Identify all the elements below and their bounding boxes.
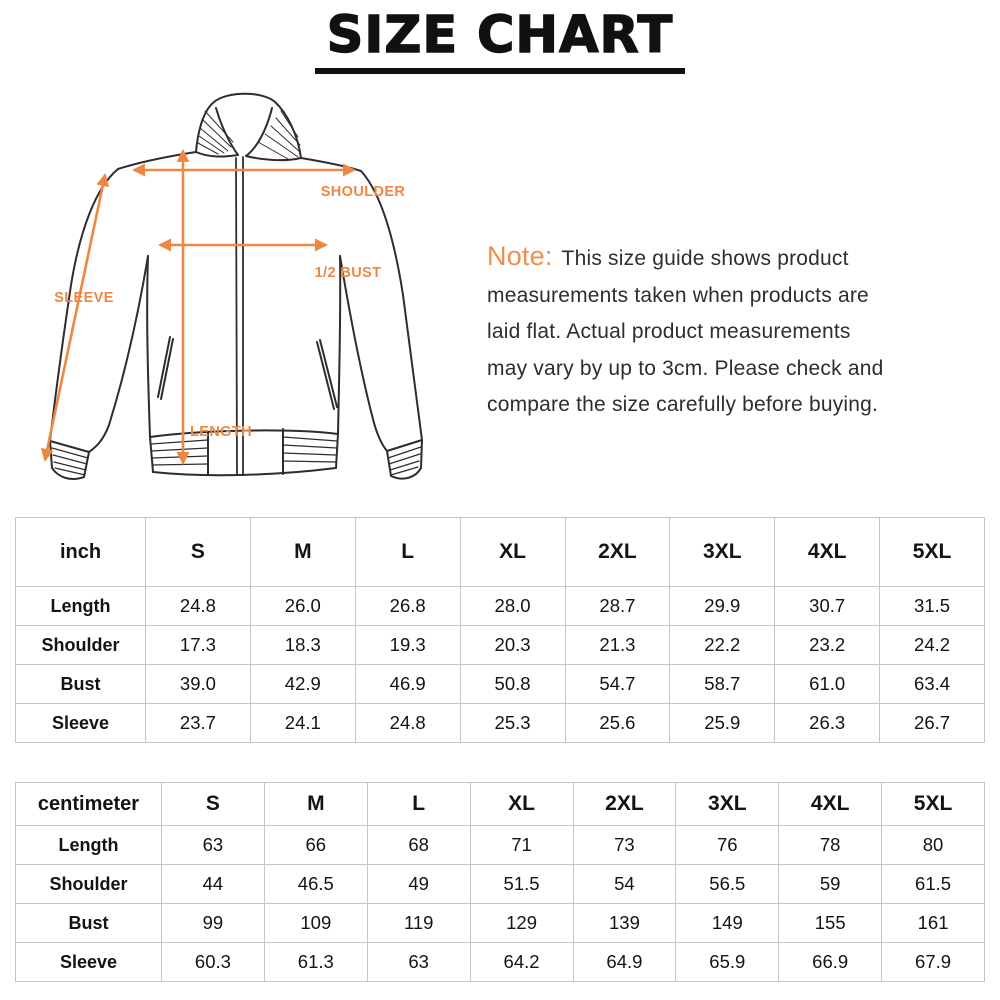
row-label-cell: Bust [16, 665, 146, 704]
size-column-header: 4XL [775, 518, 880, 587]
row-label-cell: Length [16, 826, 162, 865]
value-cell: 67.9 [882, 943, 985, 982]
table-row [16, 943, 985, 982]
value-cell: 19.3 [355, 626, 460, 665]
row-label-cell: Bust [16, 904, 162, 943]
value-cell: 63 [367, 943, 470, 982]
value-cell: 23.7 [146, 704, 251, 743]
size-column-header: L [355, 518, 460, 587]
value-cell: 46.5 [264, 865, 367, 904]
value-cell: 20.3 [460, 626, 565, 665]
row-label-cell: Shoulder [16, 865, 162, 904]
size-column-header: 4XL [779, 783, 882, 826]
value-cell: 58.7 [670, 665, 775, 704]
size-table-centimeter [15, 782, 985, 982]
size-column-header: 5XL [882, 783, 985, 826]
value-cell: 29.9 [670, 587, 775, 626]
value-cell: 54 [573, 865, 676, 904]
value-cell: 42.9 [250, 665, 355, 704]
value-cell: 28.0 [460, 587, 565, 626]
value-cell: 155 [779, 904, 882, 943]
shoulder-label: SHOULDER [320, 184, 406, 200]
note [487, 238, 949, 424]
sleeve-arrow [45, 175, 105, 460]
value-cell: 119 [367, 904, 470, 943]
size-table [15, 517, 985, 743]
value-cell: 39.0 [146, 665, 251, 704]
size-column-header: 3XL [670, 518, 775, 587]
value-cell: 31.5 [880, 587, 985, 626]
value-cell: 66.9 [779, 943, 882, 982]
value-cell: 61.3 [264, 943, 367, 982]
value-cell: 161 [882, 904, 985, 943]
table-row [16, 904, 985, 943]
value-cell: 46.9 [355, 665, 460, 704]
sleeve-label: SLEEVE [54, 290, 114, 306]
page-title: SIZE CHART [315, 10, 686, 74]
size-table-inch [15, 517, 985, 743]
value-cell: 66 [264, 826, 367, 865]
note-text: This size guide shows product measurements taken when products are laid flat. Actual product measurements may vary by up to 3cm. Please check and compare the size carefully before buying. [487, 247, 884, 416]
value-cell: 26.7 [880, 704, 985, 743]
value-cell: 78 [779, 826, 882, 865]
row-label-cell: Shoulder [16, 626, 146, 665]
note-label: Note: [487, 241, 553, 271]
value-cell: 80 [882, 826, 985, 865]
row-label-cell: Length [16, 587, 146, 626]
value-cell: 76 [676, 826, 779, 865]
size-column-header: L [367, 783, 470, 826]
value-cell: 99 [162, 904, 265, 943]
value-cell: 61.5 [882, 865, 985, 904]
jacket-outline [50, 94, 422, 479]
value-cell: 30.7 [775, 587, 880, 626]
size-column-header: 2XL [565, 518, 670, 587]
half-bust-label: 1/2 BUST [314, 265, 382, 281]
table-row [16, 826, 985, 865]
size-table [15, 782, 985, 982]
table-row [16, 865, 985, 904]
value-cell: 63.4 [880, 665, 985, 704]
value-cell: 17.3 [146, 626, 251, 665]
unit-header-cell: centimeter [16, 783, 162, 826]
value-cell: 28.7 [565, 587, 670, 626]
value-cell: 44 [162, 865, 265, 904]
value-cell: 59 [779, 865, 882, 904]
value-cell: 21.3 [565, 626, 670, 665]
value-cell: 129 [470, 904, 573, 943]
value-cell: 23.2 [775, 626, 880, 665]
value-cell: 25.3 [460, 704, 565, 743]
table-row [16, 704, 985, 743]
value-cell: 73 [573, 826, 676, 865]
value-cell: 25.9 [670, 704, 775, 743]
value-cell: 24.8 [355, 704, 460, 743]
value-cell: 149 [676, 904, 779, 943]
row-label-cell: Sleeve [16, 704, 146, 743]
value-cell: 22.2 [670, 626, 775, 665]
value-cell: 24.1 [250, 704, 355, 743]
value-cell: 65.9 [676, 943, 779, 982]
value-cell: 61.0 [775, 665, 880, 704]
size-column-header: 2XL [573, 783, 676, 826]
value-cell: 26.8 [355, 587, 460, 626]
size-column-header: M [264, 783, 367, 826]
size-column-header: M [250, 518, 355, 587]
size-column-header: 3XL [676, 783, 779, 826]
size-column-header: 5XL [880, 518, 985, 587]
value-cell: 56.5 [676, 865, 779, 904]
row-label-cell: Sleeve [16, 943, 162, 982]
value-cell: 60.3 [162, 943, 265, 982]
value-cell: 26.3 [775, 704, 880, 743]
value-cell: 64.9 [573, 943, 676, 982]
value-cell: 54.7 [565, 665, 670, 704]
value-cell: 68 [367, 826, 470, 865]
value-cell: 109 [264, 904, 367, 943]
title-bar [0, 6, 1000, 74]
value-cell: 26.0 [250, 587, 355, 626]
table-row [16, 665, 985, 704]
value-cell: 49 [367, 865, 470, 904]
table-row [16, 626, 985, 665]
size-column-header: XL [470, 783, 573, 826]
size-column-header: XL [460, 518, 565, 587]
value-cell: 25.6 [565, 704, 670, 743]
table-row [16, 587, 985, 626]
value-cell: 24.2 [880, 626, 985, 665]
jacket-measurement-diagram [10, 85, 470, 485]
length-label: LENGTH [189, 424, 253, 440]
size-column-header: S [146, 518, 251, 587]
value-cell: 64.2 [470, 943, 573, 982]
unit-header-cell: inch [16, 518, 146, 587]
value-cell: 63 [162, 826, 265, 865]
size-column-header: S [162, 783, 265, 826]
value-cell: 18.3 [250, 626, 355, 665]
value-cell: 139 [573, 904, 676, 943]
value-cell: 50.8 [460, 665, 565, 704]
value-cell: 51.5 [470, 865, 573, 904]
value-cell: 24.8 [146, 587, 251, 626]
value-cell: 71 [470, 826, 573, 865]
